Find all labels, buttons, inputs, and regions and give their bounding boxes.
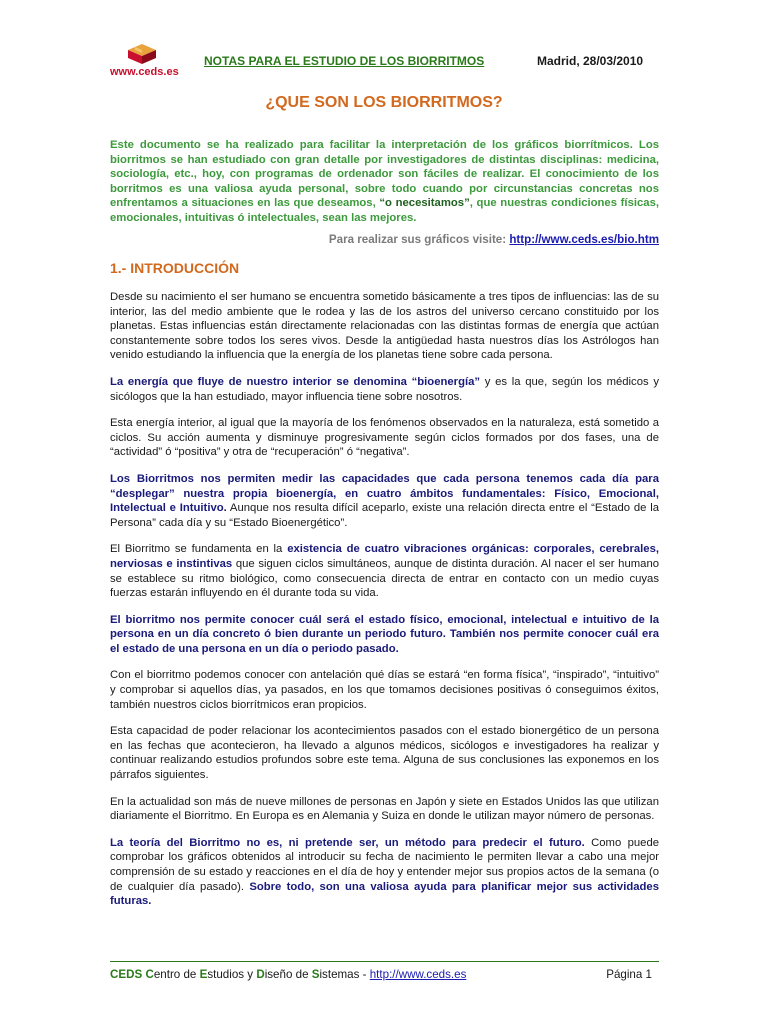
footer-initial-d: D (256, 968, 265, 981)
paragraph-5-text-a: El Biorritmo se fundamenta en la (110, 543, 288, 556)
paragraph-5-text-b: que siguen ciclos simultáneos, aunque de distinta duración. Al nacer el ser humano se establece su ritmo biológico, como consecuencia directa de entrar en contacto con un medio cuyas fuerzas estarán influyendo en él durante toda su vida. (110, 557, 660, 600)
footer-brand: CEDS (110, 968, 143, 981)
abstract-emphasis: “o necesitamos” (379, 197, 470, 210)
section-heading: 1.- INTRODUCCIÓN (110, 260, 240, 276)
paragraph-4-highlight: Los Biorritmos nos permiten medir las capacidades que cada persona tenemos cada día para “desplegar” nuestra propia bioenergía, en cuatro ámbitos fundamentales: Físico, Emocional, Intelectual e Intuitivo. (110, 472, 659, 515)
paragraph-5 (110, 542, 659, 600)
footer-initial-s: S (311, 968, 320, 981)
footer-divider (110, 961, 659, 962)
paragraph-2 (110, 375, 659, 404)
footer-initial-c: C (145, 968, 154, 981)
paragraph-4 (110, 472, 659, 530)
paragraph-10-text: Como puede comprobar los gráficos obtenidos al introducir su fecha de nacimiento le permiten llevar a cabo una mejor comprensión de su estado y reacciones en el día de hoy y entender mejor sus propios actos de la semana (o de cualquier día pasado). (110, 836, 660, 893)
cube-logo-icon (126, 42, 158, 66)
paragraph-9: En la actualidad son más de nueve millones de personas en Japón y siete en Estados Unidos las que utilizan diariamente el Biorritmo. En Europa es en Alemania y Suiza en donde le utilizan mayor número de personas. (110, 795, 659, 823)
paragraph-6: El biorritmo nos permite conocer cuál será el estado físico, emocional, intelectual e intuitivo de la persona en un día concreto ó bien durante un periodo futuro. También nos permite conocer cuál era el estado de una persona en un día o periodo pasado. (110, 613, 659, 655)
footer-word-istemas: istemas - (319, 968, 370, 981)
abstract-text-end: , que nuestras condiciones físicas, emocionales, intuitivas ó intelectuales, sean las mejores. (110, 197, 659, 224)
footer-word-entro: entro de (153, 968, 200, 981)
paragraph-1: Desde su nacimiento el ser humano se encuentra sometido básicamente a tres tipos de influencias: las de su interior, las del medio ambiente que le rodea y las de los astros del universo cercano constituido por los planetas. Estas influencias están directamente relacionadas con las distintas formas de energía que actúan constantemente sobre todos los seres vivos. Desde la antigüedad hasta nuestros días los Astrólogos han venido estudiando la influencia que la energía de los planetas tiene sobre cada persona. (110, 291, 659, 362)
abstract-text: Este documento se ha realizado para facilitar la interpretación de los gráficos biorrítmicos. Los biorritmos se han estudiado con gran detalle por investigadores de distintas disciplinas: medicina, sociología, etc., hoy, con programas de ordenador son fáciles de realizar. El conocimiento de los borritmos es una valiosa ayuda personal, sobre todo cuando por circunstancias concretas nos enfrentamos a situaciones en las que deseamos, (110, 139, 659, 210)
header-date: Madrid, 28/03/2010 (537, 54, 644, 68)
document-title: ¿QUE SON LOS BIORRITMOS? (265, 94, 503, 111)
body-text (110, 290, 659, 921)
paragraph-2-highlight: La energía que fluye de nuestro interior se denomina “bioenergía” (110, 375, 481, 388)
ceds-logo[interactable] (110, 42, 179, 82)
footer-initial-e: E (199, 968, 208, 981)
paragraph-2-text: y es la que, según los médicos y sicólogos que la han estudiado, mayor influencia tiene sobre nosotros. (110, 375, 659, 403)
page-number: Página 1 (606, 968, 652, 981)
logo-text: www.ceds.es (110, 66, 179, 78)
paragraph-5-highlight: existencia de cuatro vibraciones orgánicas: corporales, cerebrales, nerviosas e instintivas (110, 543, 660, 570)
paragraph-8: Esta capacidad de poder relacionar los acontecimientos pasados con el estado bionergético de un persona en las fechas que acontecieron, ha llevado a algunos médicos, sicólogos e investigadores ha realizar y continuar realizando estudios profundos sobre este tema. Alguna de sus conclusiones las exponemos en los párrafos siguientes. (110, 725, 659, 782)
visit-link[interactable]: http://www.ceds.es/bio.htm (509, 233, 659, 246)
header-title: NOTAS PARA EL ESTUDIO DE LOS BIORRITMOS (204, 54, 485, 68)
footer-word-studios: studios y (207, 968, 257, 981)
paragraph-7: Con el biorritmo podemos conocer con antelación qué días se estará “en forma física”, “inspirado”, “intuitivo” y comprobar si aquellos días, ya pasados, en los que tomamos decisiones positivas ó conseguimos éxitos, también nuestros ciclos biorrítmicos eran propicios. (110, 669, 659, 711)
visit-label: Para realizar sus gráficos visite: (328, 233, 507, 246)
abstract-paragraph (110, 138, 659, 226)
paragraph-4-text: Aunque nos resulta difícil aceparlo, existe una relación directa entre el “Estado de la Persona” cada día y su “Estado Bioenergético”. (110, 502, 659, 529)
footer-word-iseno: iseño de (264, 968, 312, 981)
paragraph-3: Esta energía interior, al igual que la mayoría de los fenómenos observados en la naturaleza, está sometido a ciclos. Su acción aumenta y disminuye progresivamente según ciclos formados por dos fases, una de “actividad” ó “positiva” y otra de “recuperación” ó “negativa”. (110, 417, 659, 459)
visit-line (329, 233, 659, 246)
footer (110, 968, 659, 981)
paragraph-10 (110, 836, 659, 909)
footer-link[interactable]: http://www.ceds.es (369, 968, 467, 981)
paragraph-10-highlight: La teoría del Biorritmo no es, ni pretende ser, un método para predecir el futuro. (110, 836, 585, 849)
paragraph-10-highlight-2: Sobre todo, son una valiosa ayuda para planificar mejor sus actividades futuras. (110, 880, 659, 908)
